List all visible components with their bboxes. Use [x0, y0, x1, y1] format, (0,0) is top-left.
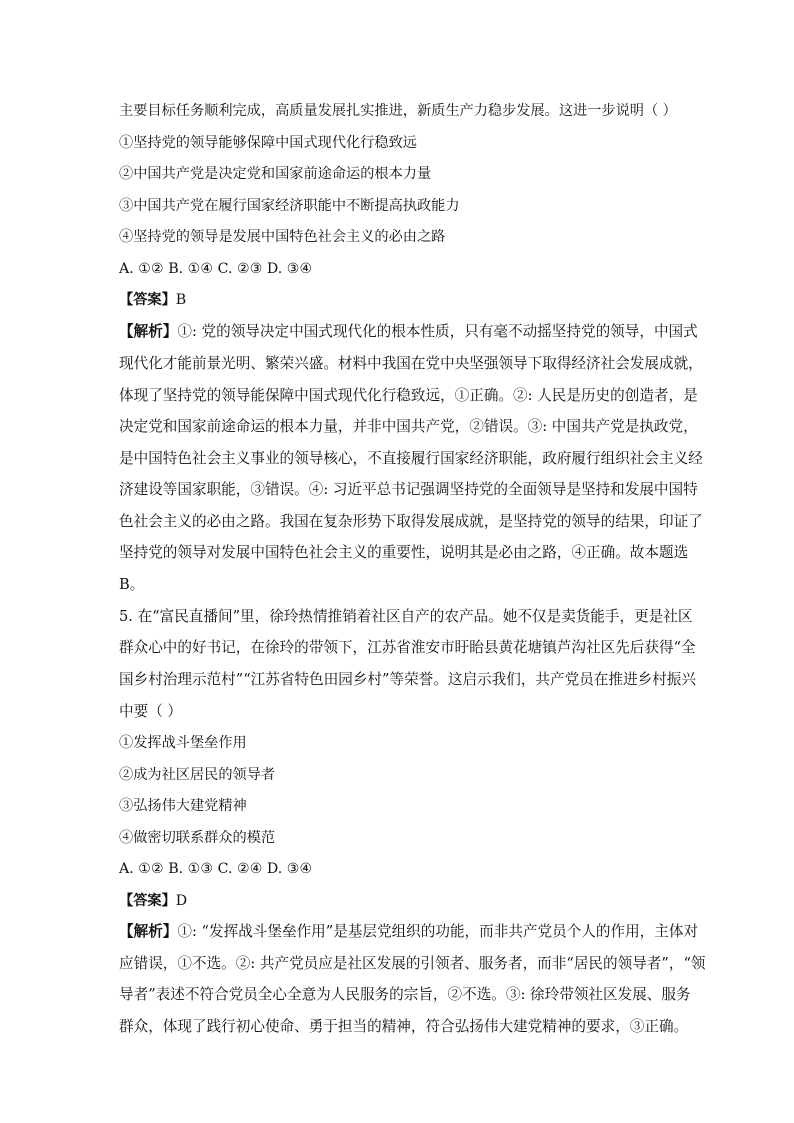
question-5-option-2: ②成为社区居民的领导者 — [119, 767, 276, 783]
question-5-analysis-line: 群众，体现了践行初心使命、勇于担当的精神，符合弘扬伟大建党精神的要求，③正确。 — [119, 1018, 689, 1035]
question-5-option-3: ③弘扬伟大建党精神 — [119, 798, 247, 814]
question-4-analysis-line: 决定党和国家前途命运的根本力量，并非中国共产党，②错误。③: 中国共产党是执政党， — [119, 418, 698, 435]
question-4-option-1: ①坚持党的领导能够保障中国式现代化行稳致远 — [119, 135, 417, 151]
question-5-stem-line: 中要（ ） — [119, 703, 183, 720]
answer-label: 【答案】 — [119, 292, 176, 308]
analysis-text: ①: 党的领导决定中国式现代化的根本性质，只有毫不动摇坚持党的领导，中国式 — [177, 323, 698, 340]
question-4-answer — [119, 290, 186, 310]
question-4-analysis-line: 体现了坚持党的领导能保障中国式现代化行稳致远，①正确。②: 人民是历史的创造者，是 — [119, 387, 698, 404]
answer-value: D — [175, 893, 188, 909]
analysis-label: 【解析】 — [119, 323, 178, 340]
question-5-analysis-line: 应错误，①不选。②: 共产党员应是社区发展的引领者、服务者，而非“居民的领导者”，“领 — [119, 955, 706, 972]
answer-value: B — [175, 292, 187, 308]
question-4-option-2: ②中国共产党是决定党和国家前途命运的根本力量 — [119, 166, 432, 182]
question-5-analysis-line — [119, 922, 698, 942]
question-4-choices: A. ①② B. ①④ C. ②③ D. ③④ — [119, 261, 313, 277]
question-4-analysis-line: 是中国特色社会主义事业的领导核心，不直接履行国家经济职能，政府履行组织社会主义经 — [119, 450, 703, 467]
question-4-analysis-line — [119, 322, 698, 342]
analysis-label: 【解析】 — [119, 923, 178, 940]
question-5-option-4: ④做密切联系群众的模范 — [119, 830, 276, 846]
question-5-option-1: ①发挥战斗堡垒作用 — [119, 735, 247, 751]
question-5-choices: A. ①② B. ①③ C. ②④ D. ③④ — [119, 861, 313, 877]
question-5-stem-line: 群众心中的好书记，在徐玲的带领下，江苏省淮安市盱眙县黄花塘镇芦沟社区先后获得“全 — [119, 639, 696, 656]
question-4-analysis-line: 坚持党的领导对发展中国特色社会主义的重要性，说明其是必由之路，④正确。故本题选 — [119, 544, 689, 561]
question-4-option-3: ③中国共产党在履行国家经济职能中不断提高执政能力 — [119, 198, 460, 214]
answer-label: 【答案】 — [119, 893, 176, 909]
question-5-analysis-line: 导者”表述不符合党员全心全意为人民服务的宗旨，②不选。③: 徐玲带领社区发展、服务 — [119, 986, 691, 1003]
question-4-option-4: ④坚持党的领导是发展中国特色社会主义的必由之路 — [119, 229, 446, 245]
question-4-analysis-line: 色社会主义的必由之路。我国在复杂形势下取得发展成就，是坚持党的领导的结果，印证了 — [119, 513, 703, 530]
question-4-analysis-line: B。 — [119, 576, 145, 593]
question-4-analysis-line: 现代化才能前景光明、繁荣兴盛。材料中我国在党中央坚强领导下取得经济社会发展成就， — [119, 355, 703, 372]
question-4-stem: 主要目标任务顺利完成，高质量发展扎实推进，新质生产力稳步发展。这进一步说明（ ） — [119, 103, 677, 119]
question-4-analysis-line: 济建设等国家职能，③错误。④: 习近平总书记强调坚持党的全面领导是坚持和发展中国特 — [119, 481, 698, 498]
question-5-stem-line: 5. 在“富民直播间”里，徐玲热情推销着社区自产的农产品。她不仅是卖货能手，更是社区 — [119, 608, 693, 625]
analysis-text: ①: “发挥战斗堡垒作用”是基层党组织的功能，而非共产党员个人的作用，主体对 — [177, 923, 699, 940]
question-5-answer — [119, 891, 187, 911]
question-5-stem-line: 国乡村治理示范村”“江苏省特色田园乡村”等荣誉。这启示我们，共产党员在推进乡村振兴 — [119, 671, 696, 688]
